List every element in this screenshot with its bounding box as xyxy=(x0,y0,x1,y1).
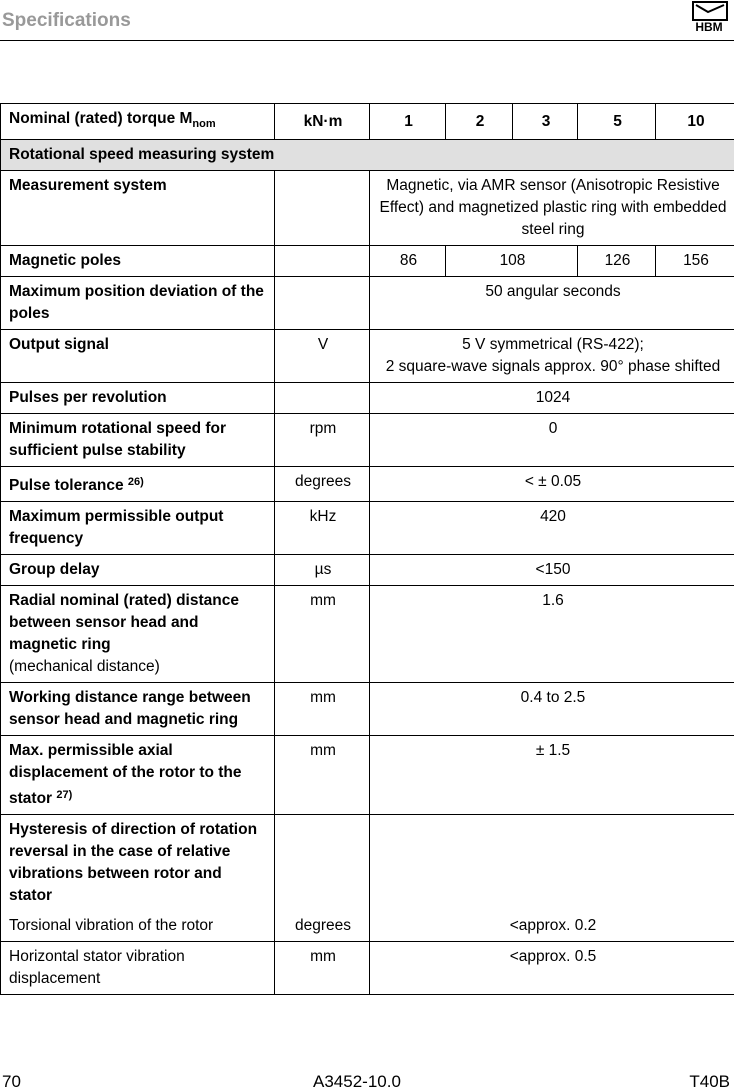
table-row xyxy=(1,683,734,736)
row-label: Minimum rotational speed for sufficient pulse stability xyxy=(1,414,275,467)
row-label: Horizontal stator vibration displacement xyxy=(1,942,275,995)
document-id: A3452-10.0 xyxy=(313,1072,401,1092)
table-row xyxy=(1,586,734,683)
header-divider xyxy=(0,40,734,41)
section-heading: Rotational speed measuring system xyxy=(1,140,734,171)
table-row xyxy=(1,467,734,502)
table-row xyxy=(1,246,734,277)
row-label: Radial nominal (rated) distance between sensor head and magnetic ring (mechanical distance) xyxy=(1,586,275,683)
row-label: Maximum position deviation of the poles xyxy=(1,277,275,330)
row-value xyxy=(370,330,734,383)
header-value-4: 5 xyxy=(578,104,656,140)
row-value: 420 xyxy=(370,502,734,555)
row-value xyxy=(370,815,734,912)
row-unit xyxy=(275,246,370,277)
row-unit: degrees xyxy=(275,911,370,942)
row-value-line: 2 square-wave signals approx. 90° phase shifted xyxy=(378,356,728,378)
row-value: <approx. 0.5 xyxy=(370,942,734,995)
row-unit xyxy=(275,383,370,414)
row-unit: mm xyxy=(275,683,370,736)
row-label: Hysteresis of direction of rotation reversal in the case of relative vibrations between rotor and stator xyxy=(1,815,275,912)
row-value: 1024 xyxy=(370,383,734,414)
row-label: Output signal xyxy=(1,330,275,383)
row-label: Max. permissible axial displacement of the rotor to the stator $^{27)}$ xyxy=(1,736,275,815)
row-value: < ± 0.05 xyxy=(370,467,734,502)
row-value: 108 xyxy=(446,246,578,277)
footnote-ref: 26) xyxy=(128,476,144,488)
row-label: Maximum permissible output frequency xyxy=(1,502,275,555)
row-unit: V xyxy=(275,330,370,383)
row-unit: kHz xyxy=(275,502,370,555)
row-value-line: 5 V symmetrical (RS-422); xyxy=(378,334,728,356)
row-value: 0.4 to 2.5 xyxy=(370,683,734,736)
table-row xyxy=(1,171,734,246)
row-value: Magnetic, via AMR sensor (Anisotropic Resistive Effect) and magnetized plastic ring with embedded steel ring xyxy=(370,171,734,246)
section-row xyxy=(1,140,734,171)
page-number: 70 xyxy=(2,1072,21,1092)
row-unit xyxy=(275,171,370,246)
table-row xyxy=(1,330,734,383)
page-header-title: Specifications xyxy=(2,10,131,32)
row-unit: mm xyxy=(275,942,370,995)
row-unit: mm xyxy=(275,736,370,815)
logo-text: HBM xyxy=(695,20,722,33)
row-label: Magnetic poles xyxy=(1,246,275,277)
specifications-table xyxy=(0,103,734,995)
row-unit xyxy=(275,277,370,330)
row-value: <150 xyxy=(370,555,734,586)
row-value: ± 1.5 xyxy=(370,736,734,815)
header-value-3: 3 xyxy=(513,104,578,140)
row-value: 156 xyxy=(656,246,734,277)
table-row xyxy=(1,815,734,912)
row-label: Pulse tolerance $^{26)}$ xyxy=(1,467,275,502)
row-label: Working distance range between sensor head and magnetic ring xyxy=(1,683,275,736)
table-header-row xyxy=(1,104,734,140)
table-row xyxy=(1,277,734,330)
row-unit xyxy=(275,815,370,912)
table-row xyxy=(1,383,734,414)
table-row xyxy=(1,911,734,942)
row-label: Measurement system xyxy=(1,171,275,246)
row-label: Pulses per revolution xyxy=(1,383,275,414)
row-value: 126 xyxy=(578,246,656,277)
table-row xyxy=(1,555,734,586)
row-value: 1.6 xyxy=(370,586,734,683)
table-row xyxy=(1,502,734,555)
header-value-2: 2 xyxy=(446,104,513,140)
hbm-logo xyxy=(688,1,730,33)
row-value: 0 xyxy=(370,414,734,467)
header-value-5: 10 xyxy=(656,104,734,140)
table-row xyxy=(1,736,734,815)
row-value: <approx. 0.2 xyxy=(370,911,734,942)
row-unit: µs xyxy=(275,555,370,586)
header-label: Nominal (rated) torque $M_{nom}$ xyxy=(1,104,275,140)
row-label: Group delay xyxy=(1,555,275,586)
header-unit: kN·m xyxy=(275,104,370,140)
row-value: 50 angular seconds xyxy=(370,277,734,330)
row-unit: rpm xyxy=(275,414,370,467)
table-row xyxy=(1,414,734,467)
row-label-note: (mechanical distance) xyxy=(9,656,268,678)
header-value-1: 1 xyxy=(370,104,446,140)
table-row xyxy=(1,942,734,995)
row-label: Torsional vibration of the rotor xyxy=(1,911,275,942)
footnote-ref: 27) xyxy=(56,789,72,801)
row-value: 86 xyxy=(370,246,446,277)
row-unit: degrees xyxy=(275,467,370,502)
row-unit: mm xyxy=(275,586,370,683)
product-name: T40B xyxy=(689,1072,730,1092)
